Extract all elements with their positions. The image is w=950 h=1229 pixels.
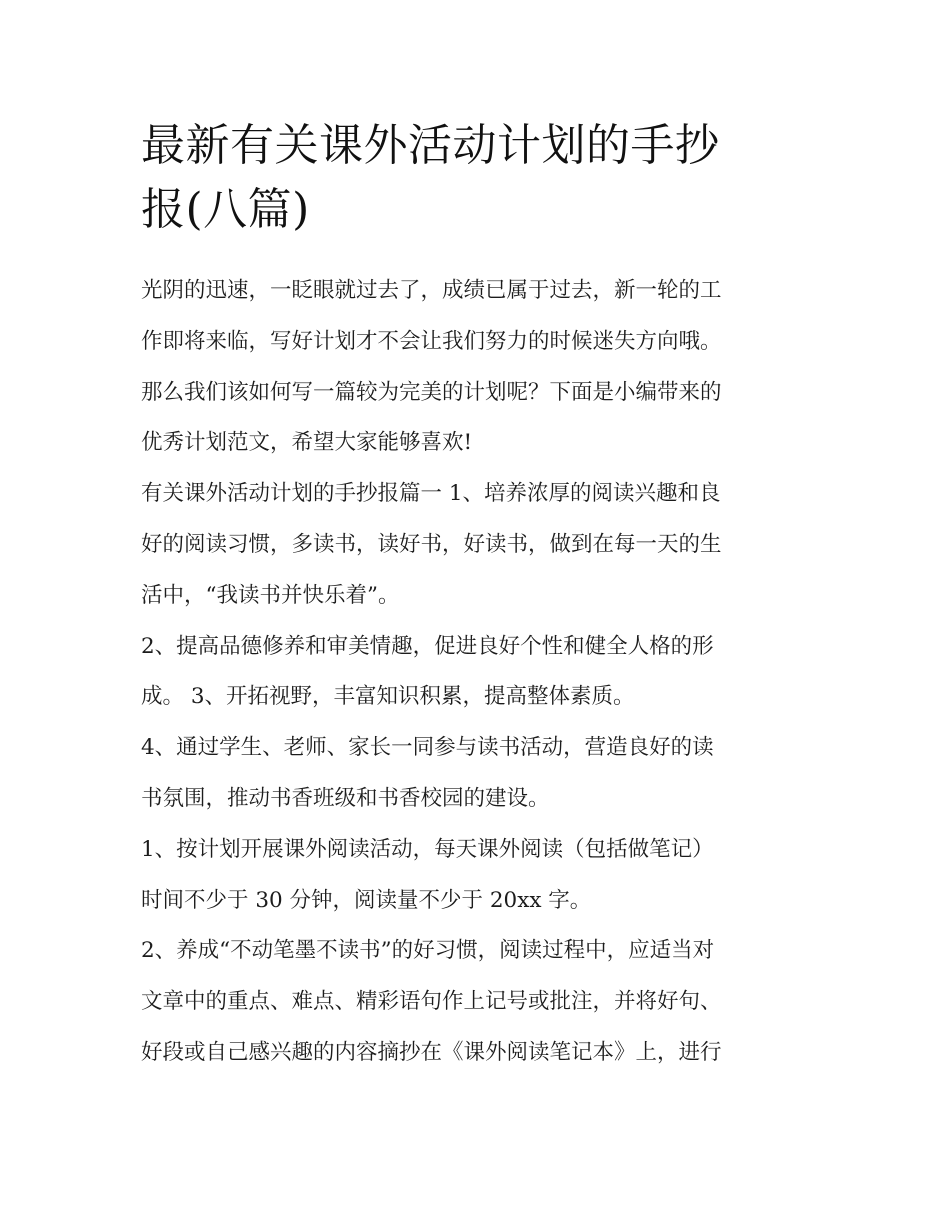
body-line-5: 有关课外活动计划的手抄报篇一 1、培养浓厚的阅读兴趣和良 bbox=[141, 481, 721, 507]
body-line-9: 成。 3、开拓视野，丰富知识积累，提高整体素质。 bbox=[141, 684, 635, 710]
document-body bbox=[141, 266, 813, 1079]
body-line-4: 优秀计划范文，希望大家能够喜欢! bbox=[141, 430, 473, 456]
body-line-11: 书氛围，推动书香班级和书香校园的建设。 bbox=[141, 785, 550, 811]
body-line-10: 4、通过学生、老师、家长一同参与读书活动，营造良好的读 bbox=[141, 735, 714, 761]
body-line-2: 作即将来临，写好计划才不会让我们努力的时候迷失方向哦。 bbox=[141, 328, 722, 354]
body-line-3: 那么我们该如何写一篇较为完美的计划呢？下面是小编带来的 bbox=[141, 379, 722, 405]
title-line-1: 最新有关课外活动计划的手抄 bbox=[141, 120, 720, 171]
body-line-6: 好的阅读习惯，多读书，读好书，好读书，做到在每一天的生 bbox=[141, 531, 722, 557]
body-line-1: 光阴的迅速，一眨眼就过去了，成绩已属于过去，新一轮的工 bbox=[141, 278, 722, 303]
body-line-7: 活中，“我读书并快乐着”。 bbox=[141, 582, 400, 608]
body-line-16: 好段或自己感兴趣的内容摘抄在《课外阅读笔记本》上，进行 bbox=[141, 1039, 722, 1065]
body-line-8: 2、提高品德修养和审美情趣，促进良好个性和健全人格的形 bbox=[141, 633, 714, 659]
document-content bbox=[141, 114, 813, 1079]
title-line-2: 报(八篇) bbox=[141, 184, 310, 235]
body-line-13: 时间不少于 30 分钟，阅读量不少于 20xx 字。 bbox=[141, 887, 592, 913]
body-line-12: 1、按计划开展课外阅读活动，每天课外阅读（包括做笔记） bbox=[141, 836, 714, 862]
body-line-14: 2、养成“不动笔墨不读书”的好习惯，阅读过程中，应适当对 bbox=[141, 938, 715, 964]
body-line-15: 文章中的重点、难点、精彩语句作上记号或批注，并将好句、 bbox=[141, 989, 722, 1015]
document-title bbox=[141, 114, 813, 242]
